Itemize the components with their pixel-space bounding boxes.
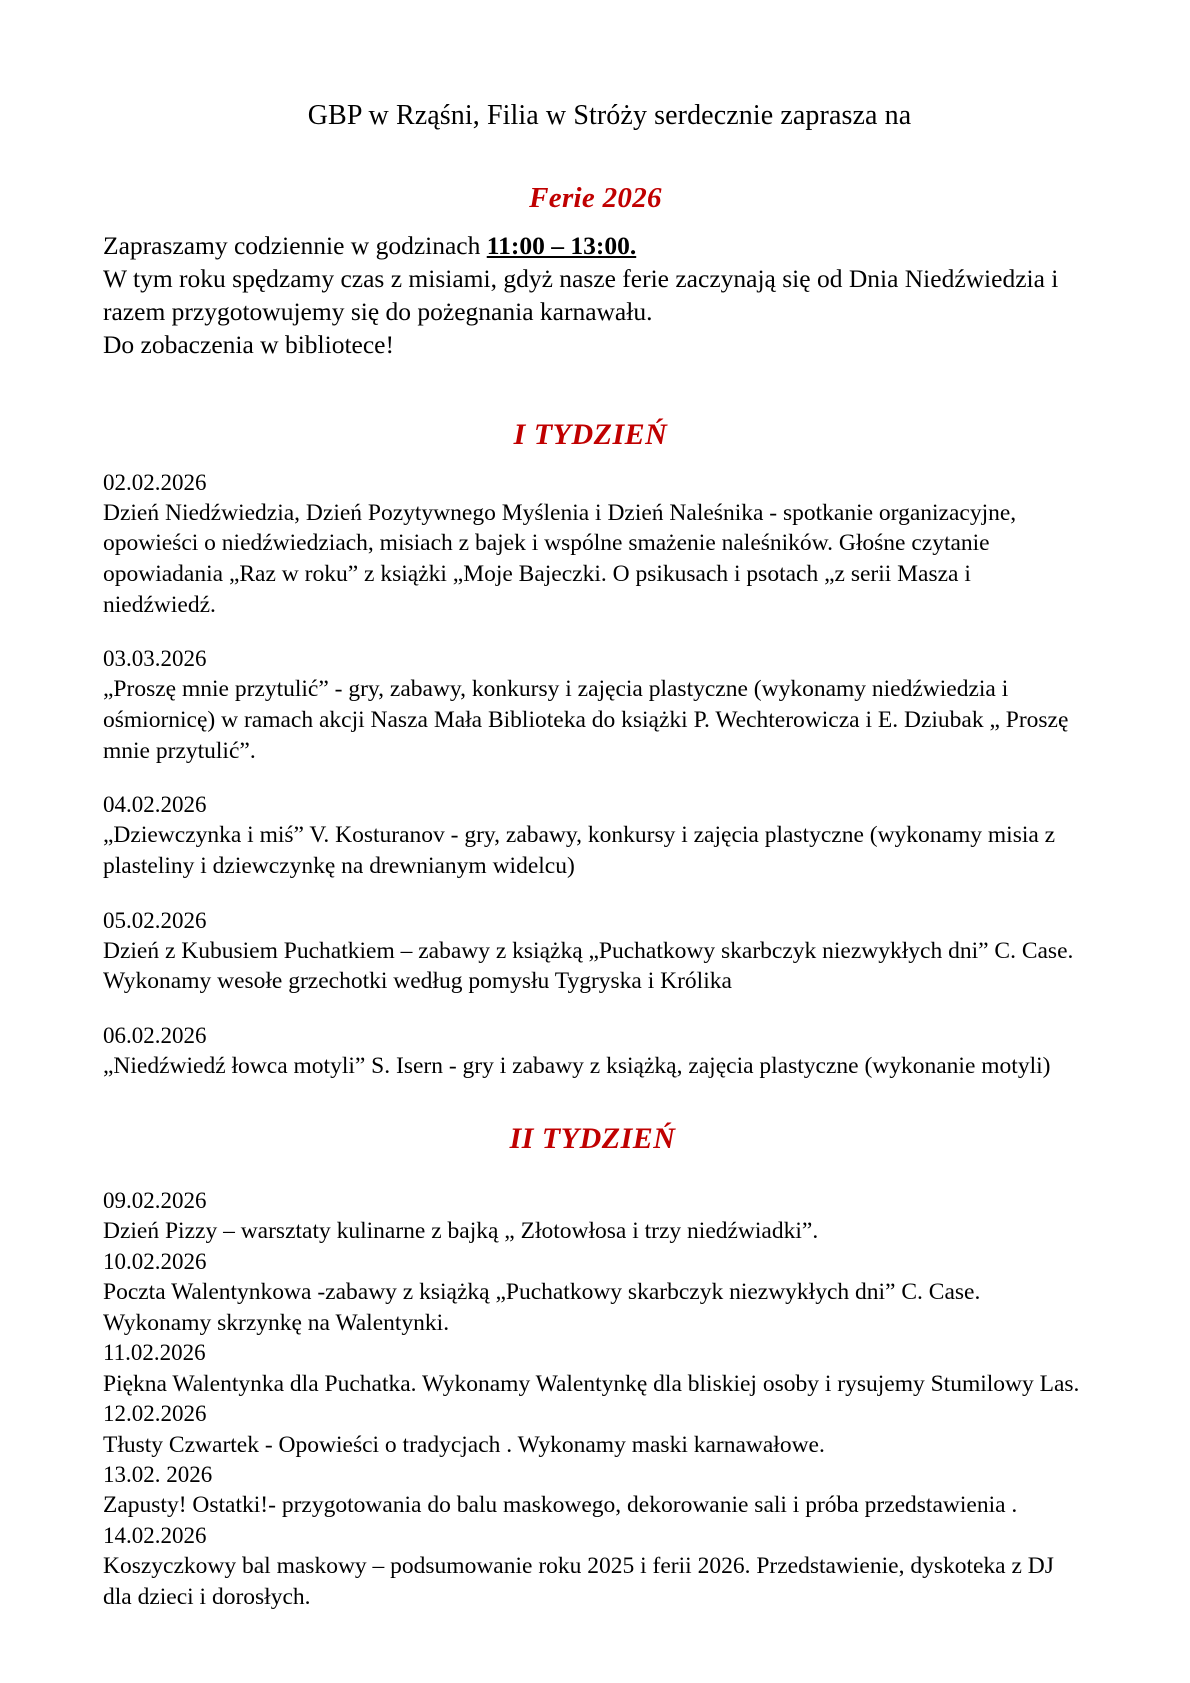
entry-date: 13.02. 2026 (103, 1462, 213, 1488)
entry-description: „Niedźwiedź łowca motyli” S. Isern - gry i zabawy z książką, zajęcia plastyczne (wykonanie motyli) (103, 1053, 1051, 1080)
schedule-entry (103, 1021, 1088, 1082)
page-title: GBP w Rząśni, Filia w Stróży serdecznie zaprasza na (307, 100, 912, 131)
document-content (103, 98, 1088, 1612)
entry-description: Dzień Niedźwiedzia, Dzień Pozytywnego Myślenia i Dzień Naleśnika - spotkanie organizacyjne, opowieści o niedźwiedziach, misiach z bajek i wspólne smażenie naleśników. Głośne czytanie opowiadania „Raz w roku” z książki „Moje Bajeczki. O psikusach i psotach „z serii Masza i niedźwiedź. (103, 499, 1017, 618)
entry-date: 14.02.2026 (103, 1523, 207, 1548)
entry-date: 12.02.2026 (103, 1401, 207, 1427)
week-1-entries (103, 468, 1088, 1082)
entry-date: 09.02.2026 (103, 1187, 207, 1213)
week-heading-1: I TYDZIEŃ (513, 417, 668, 451)
entry-description: „Proszę mnie przytulić” - gry, zabawy, konkursy i zajęcia plastyczne (wykonamy niedźwiedzia i ośmiornicę) w ramach akcji Nasza Mała Biblioteka do książki P. Wechterowicza i E. Dziubak „ Proszę mnie przytulić”. (103, 676, 1069, 764)
entry-description: Poczta Walentynkowa -zabawy z książką „Puchatkowy skarbczyk niezwykłych dni” C. Case. Wykonamy skrzynkę na Walentynki. (103, 1279, 981, 1336)
schedule-entry (103, 1186, 1088, 1247)
week-2-entries (103, 1186, 1088, 1613)
schedule-entry (103, 1338, 1088, 1399)
entry-date: 05.02.2026 (103, 907, 207, 933)
entry-date: 10.02.2026 (103, 1248, 207, 1274)
entry-date: 02.02.2026 (103, 469, 207, 495)
schedule-entry (103, 1460, 1088, 1521)
entry-date: 06.02.2026 (103, 1023, 207, 1049)
intro-line-3: Do zobaczenia w bibliotece! (103, 330, 394, 360)
schedule-entry (103, 1521, 1088, 1612)
entry-description: Tłusty Czwartek - Opowieści o tradycjach . Wykonamy maski karnawałowe. (103, 1431, 825, 1458)
entry-description: „Dziewczynka i miś” V. Kosturanov - gry, zabawy, konkursy i zajęcia plastyczne (wykonamy misia z plasteliny i dziewczynkę na drewnianym widelcu) (103, 822, 1056, 880)
entry-description: Dzień z Kubusiem Puchatkiem – zabawy z książką „Puchatkowy skarbczyk niezwykłych dni” C. Case. Wykonamy wesołe grzechotki według pomysłu Tygryska i Królika (103, 937, 1074, 995)
schedule-entry (103, 1399, 1088, 1460)
opening-hours: 11:00 – 13:00. (486, 231, 637, 260)
schedule-entry (103, 790, 1088, 881)
week-heading-2: II TYDZIEŃ (509, 1121, 676, 1155)
intro-line-2: W tym roku spędzamy czas z misiami, gdyż nasze ferie zaczynają się od Dnia Niedźwiedzia i razem przygotowujemy się do pożegnania karnawału. (103, 264, 1059, 327)
intro-paragraph (103, 229, 1088, 362)
schedule-entry (103, 468, 1088, 621)
schedule-entry (103, 1247, 1088, 1338)
entry-date: 04.02.2026 (103, 792, 207, 818)
entry-description: Piękna Walentynka dla Puchatka. Wykonamy Walentynkę dla bliskiej osoby i rysujemy Stumilowy Las. (103, 1370, 1080, 1397)
entry-date: 11.02.2026 (103, 1340, 206, 1366)
schedule-entry (103, 644, 1088, 766)
event-title: Ferie 2026 (529, 182, 662, 214)
entry-description: Zapusty! Ostatki!- przygotowania do balu maskowego, dekorowanie sali i próba przedstawienia . (103, 1492, 1018, 1519)
entry-description: Dzień Pizzy – warsztaty kulinarne z bajką „ Złotowłosa i trzy niedźwiadki”. (103, 1218, 819, 1245)
schedule-entry (103, 906, 1088, 997)
entry-date: 03.03.2026 (103, 646, 207, 672)
intro-hours-label: Zapraszamy codziennie w godzinach (103, 231, 487, 260)
entry-description: Koszyczkowy bal maskowy – podsumowanie roku 2025 i ferii 2026. Przedstawienie, dyskoteka z DJ dla dzieci i dorosłych. (103, 1553, 1054, 1610)
